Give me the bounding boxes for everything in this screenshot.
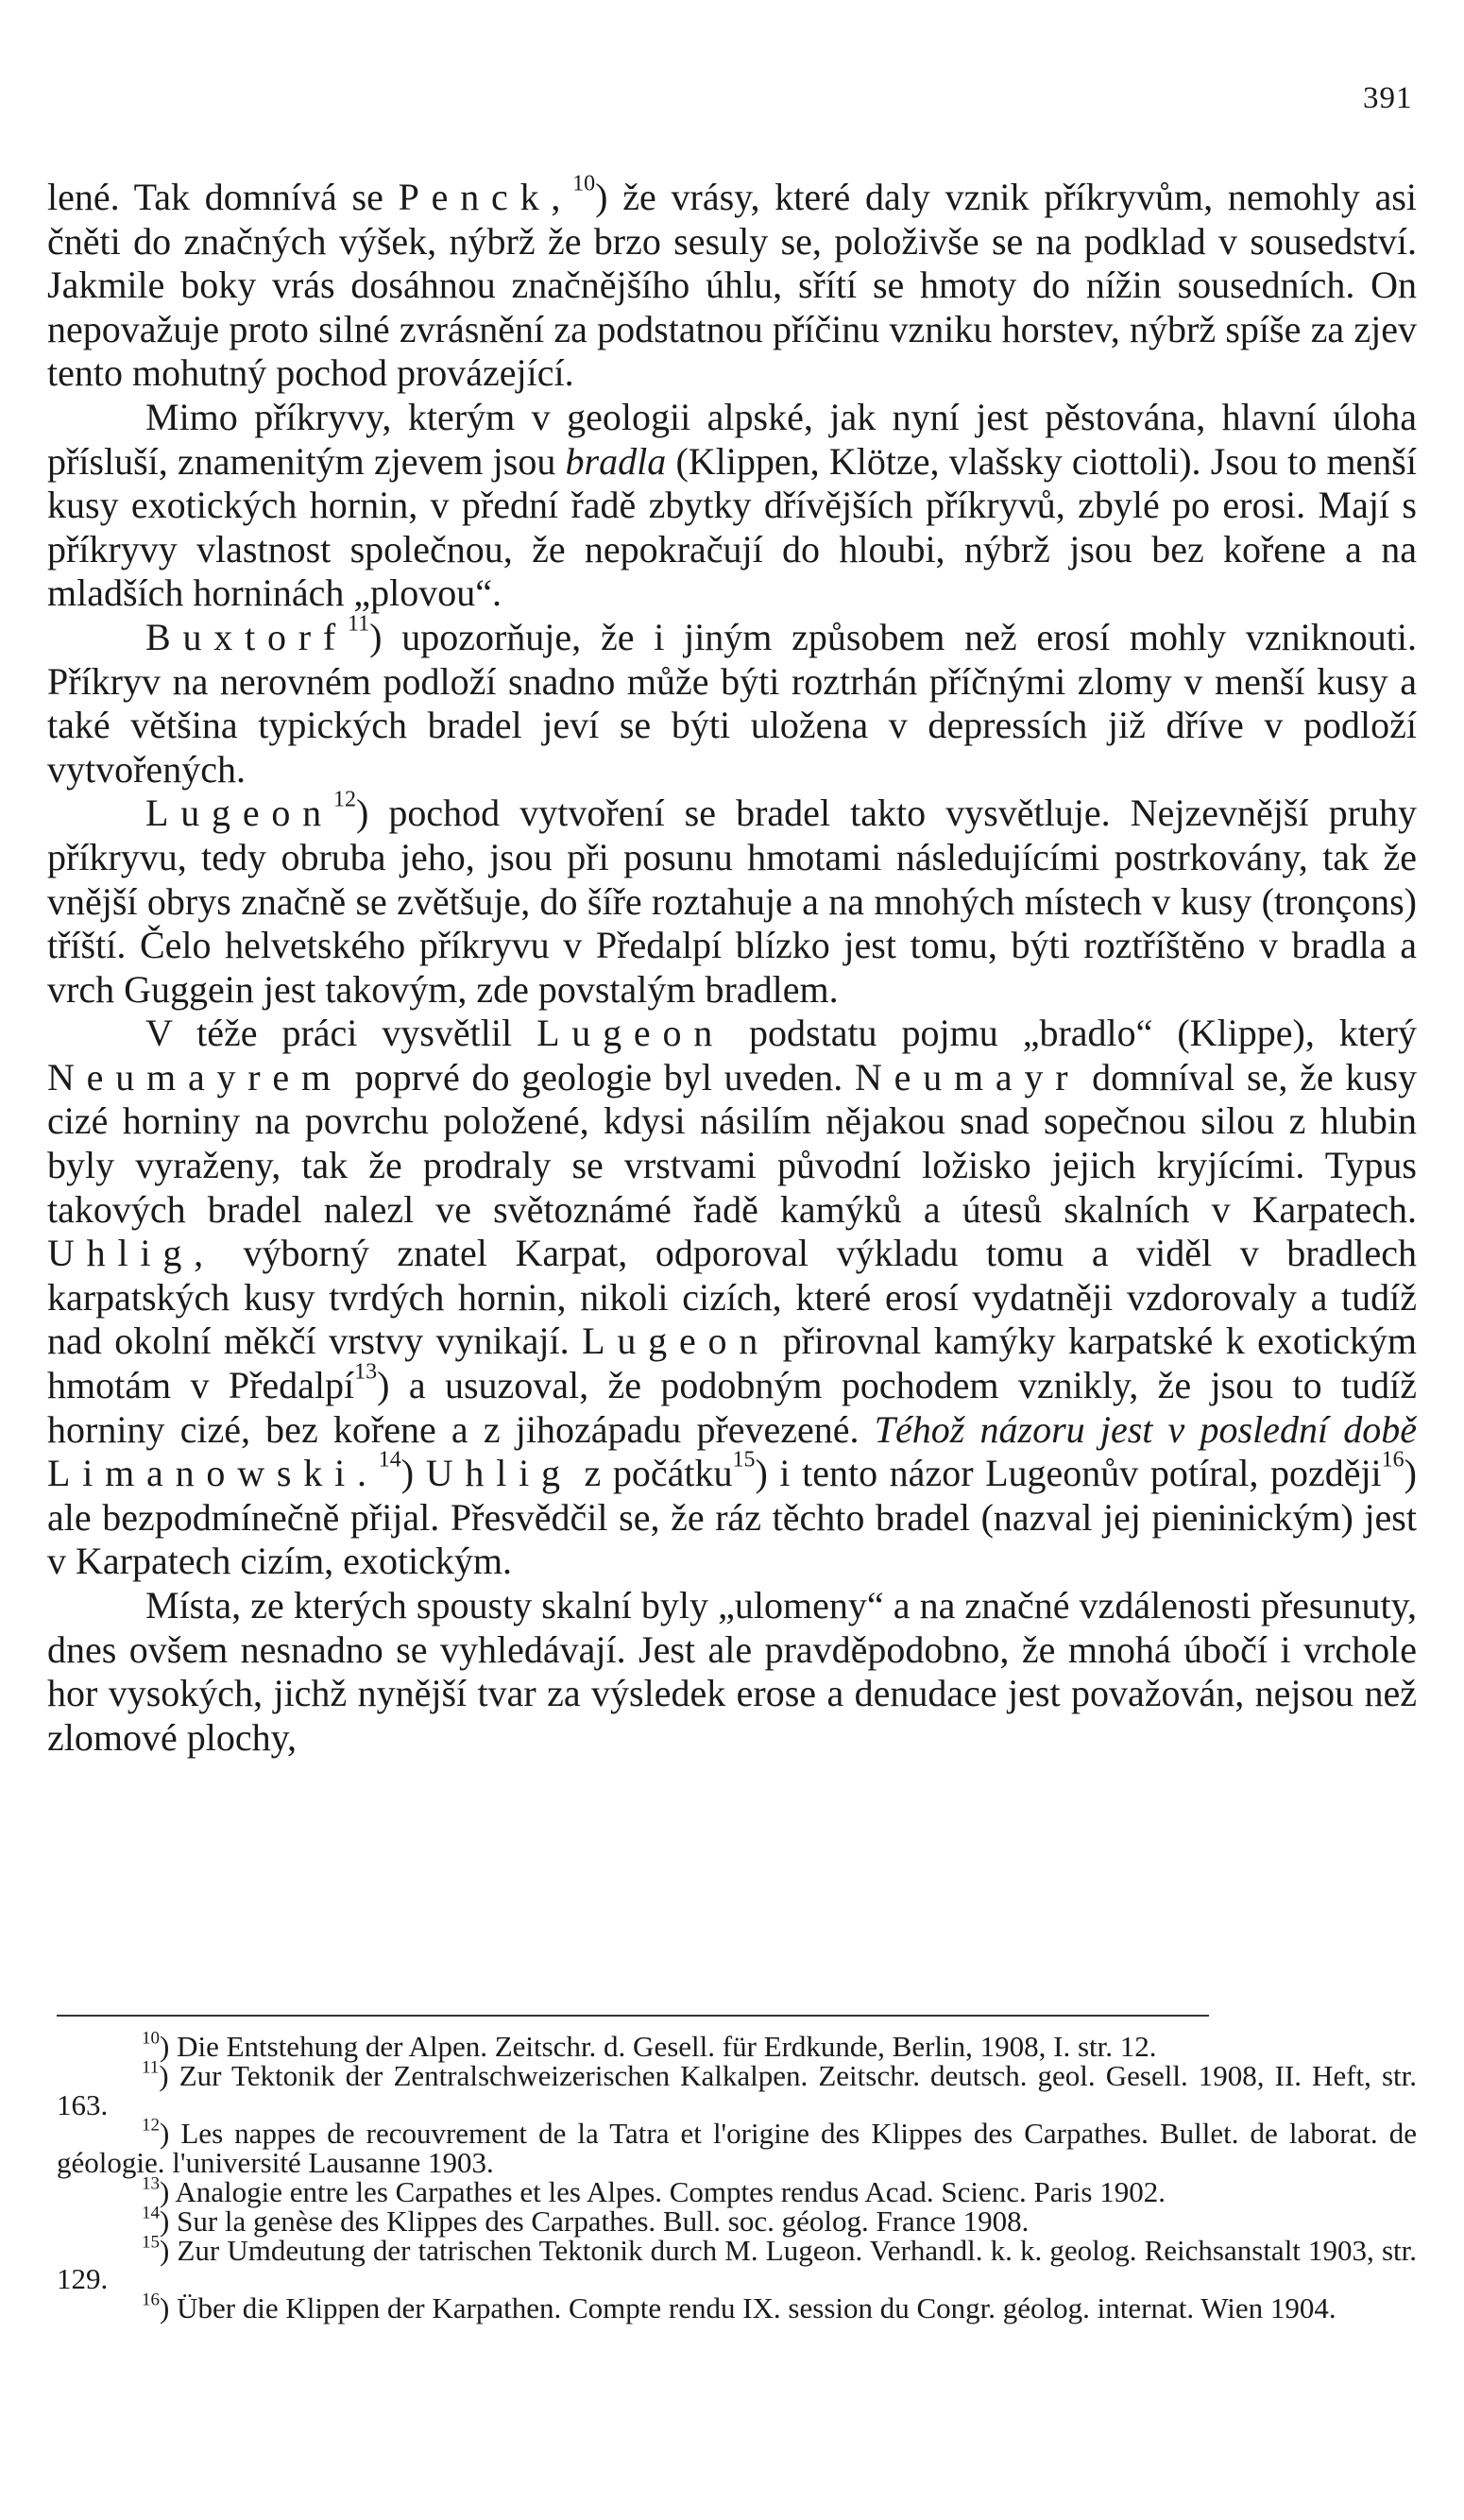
footnote-divider — [57, 2015, 1209, 2017]
page-number: 391 — [1363, 81, 1413, 115]
text-run: Místa, ze kterých spousty skalní byly „ulomeny“ a na značné vzdálenosti přesunuty, dnes ovšem nesnadno se vyhledávají. Jest ale pravděpodobno, že mnohá úbočí i vrchole hor vysokých, jichž nynější tvar za výsledek erose a denudace jest považován, nejsou než zlomové plochy, — [47, 1584, 1417, 1759]
text-run: ) upozorňuje, že i jiným způsobem než erosí mohly vzniknouti. Příkryv na nerovném podloží snadno může býti roztrhán příčnými zlomy v menší kusy a také většina typických bradel jeví se býti uložena v depressích již dříve v podloží vytvořených. — [47, 615, 1417, 791]
footnote-text: ) Über die Klippen der Karpathen. Compte rendu IX. session du Congr. géolog. internat. Wien 1904. — [160, 2291, 1336, 2325]
text-run: lené. Tak domnívá se — [47, 176, 399, 218]
footnote-ref: 13 — [354, 1359, 378, 1385]
spaced-name-lugeon: Lugeon — [536, 1012, 725, 1055]
text-run: domníval se, že kusy cizé horniny na povrchu položené, kdysi násilím nějakou snad sopečnou silou z hlubin byly vyraženy, tak že prodraly se vrstvami původní ložisko jejich kryjícími. Typus takových bradel nalezl ve světoznámé řadě kamýků a útesů skalních v Karpatech. — [47, 1055, 1417, 1231]
footnote-ref: 12 — [333, 787, 356, 812]
footnote-text: ) Analogie entre les Carpathes et les Alpes. Comptes rendus Acad. Scienc. Paris 1902. — [160, 2174, 1166, 2208]
text-run: V téže práci vysvětlil — [145, 1012, 537, 1055]
footnote-text: ) Zur Tektonik der Zentralschweizerischen Kalkalpen. Zeitschr. deutsch. geol. Gesell. 1908, II. Heft, str. 163. — [57, 2058, 1417, 2121]
footnote — [57, 2028, 1417, 2063]
text-run: z počátku — [571, 1452, 733, 1495]
text-run: ) že vrásy, které daly vznik příkryvům, nemohly asi čněti do značných výšek, nýbrž že brzo sesuly se, položivše se na podklad v sousedství. Jakmile boky vrás dosáhnou značnějšího úhlu, sřítí se hmoty do nížin sousedních. On nepovažuje proto silné zvrásnění za podstatnou příčinu vzniku horstev, nýbrž spíše za zjev tento mohutný pochod provázející. — [47, 176, 1418, 395]
spaced-name-lugeon: Lugeon — [582, 1320, 771, 1363]
spaced-name-penck: Penck, — [398, 176, 573, 218]
footnote — [57, 2203, 1417, 2238]
footnote-text: ) Die Entstehung der Alpen. Zeitschr. d. Gesell. für Erdkunde, Berlin, 1908, I. str. 12. — [160, 2030, 1157, 2063]
text-run: ) pochod vytvoření se bradel takto vysvětluje. Nejzevnější pruhy příkryvu, tedy obruba jeho, jsou při posunu hmotami následujícími postrkovány, tak že vnější obrys značně se zvětšuje, do šíře roztahuje a na mnohých místech v kusy (tronçons) tříští. Čelo helvetského příkryvu v Předalpí blízko jest tomu, býti roztříštěno v bradla a vrch Guggein jest takovým, zde povstalým bradlem. — [47, 792, 1417, 1011]
footnote-text: ) Zur Umdeutung der tatrischen Tektonik durch M. Lugeon. Verhandl. k. k. geolog. Reichsanstalt 1903, str. 129. — [57, 2233, 1417, 2296]
text-run: Mimo příkryvy, kterým v geologii alpské, jak nyní jest pěstována, hlavní úloha přísluší, znamenitým zjevem jsou — [47, 395, 1417, 483]
footnote-ref: 14 — [378, 1447, 401, 1473]
spaced-name-lugeon: Lugeon — [145, 792, 333, 835]
paragraph — [47, 1012, 1417, 1584]
footnotes — [57, 2028, 1417, 2325]
paragraph — [47, 396, 1417, 616]
spaced-name-buxtorf: Buxtorf — [145, 615, 349, 658]
footnote-ref: 11 — [348, 611, 370, 637]
footnote-ref: 10 — [572, 171, 596, 196]
text-run: ) — [400, 1452, 426, 1495]
footnote-number: 13 — [142, 2173, 160, 2194]
text-run: (Klippen, Klötze, vlašsky ciottoli). Jsou to menší kusy exotických hornin, v přední řadě zbytky dřívějších příkryvů, zbylé po erosi. Mají s příkryvy vlastnost společnou, že nepokračují do hloubi, nýbrž jsou bez kořene a na mladších horninách „plovou“. — [47, 439, 1417, 615]
text-run: výborný znatel Karpat, odporoval výkladu tomu a viděl v bradlech karpatských kusy tvrdých hornin, nikoli cizích, které erosí vydatněji vzdorovaly a tudíž nad okolní měkčí vrstvy vynikají. — [47, 1232, 1417, 1363]
spaced-name-uhlig: Uhlig — [425, 1452, 572, 1495]
text-run: ) ale bezpodmínečně přijal. Přesvědčil se, že ráz těchto bradel (nazval jej pieninickým) jest v Karpatech cizím, exotickým. — [47, 1452, 1417, 1583]
paragraph — [47, 1584, 1417, 1760]
paragraph — [47, 611, 1417, 792]
footnote — [57, 2116, 1417, 2180]
text-run: poprvé do geologie byl uveden. — [342, 1055, 855, 1098]
footnote-ref: 16 — [1381, 1447, 1404, 1473]
footnote-number: 10 — [142, 2028, 160, 2049]
footnote — [57, 2232, 1417, 2296]
footnote-text: ) Les nappes de recouvrement de la Tatra et l'origine des Klippes des Carpathes. Bullet. de laborat. de géologie. l'université Lausanne 1903. — [57, 2117, 1417, 2180]
footnote-number: 12 — [142, 2116, 160, 2137]
footnote — [57, 2057, 1417, 2121]
footnote — [57, 2173, 1417, 2208]
paragraph — [47, 171, 1418, 396]
spaced-name-neumayr: Neumayr — [854, 1055, 1081, 1098]
spaced-name-neumayr: Neumayrem — [47, 1055, 343, 1098]
footnote-number: 11 — [142, 2057, 160, 2078]
spaced-name-uhlig: Uhlig, — [47, 1232, 215, 1275]
footnote-text: ) Sur la genèse des Klippes des Carpathes. Bull. soc. géolog. France 1908. — [160, 2204, 1030, 2238]
paragraph — [47, 787, 1417, 1012]
body-text — [47, 171, 1418, 1760]
footnote — [57, 2290, 1417, 2325]
emphasis-text: Téhož názoru jest v poslední době — [874, 1407, 1417, 1451]
emphasis-bradla: bradla — [565, 439, 667, 483]
text-run: přirovnal kamýky karpatské k exotickým hmotám v Předalpí — [47, 1320, 1417, 1407]
text-run: ) i tento názor Lugeonův potíral, později — [755, 1452, 1382, 1495]
text-run: ) a usuzoval, že podobným pochodem vznikly, že jsou to tudíž horniny cizé, bez kořene a z jihozápadu převezené. — [47, 1364, 1417, 1451]
text-run: podstatu pojmu „bradlo“ (Klippe), který — [724, 1012, 1417, 1055]
footnote-number: 16 — [142, 2290, 160, 2310]
spaced-name-limanowski: Limanowski. — [47, 1452, 379, 1495]
footnote-number: 15 — [142, 2232, 160, 2253]
footnote-ref: 15 — [732, 1447, 756, 1473]
footnote-number: 14 — [142, 2203, 160, 2223]
